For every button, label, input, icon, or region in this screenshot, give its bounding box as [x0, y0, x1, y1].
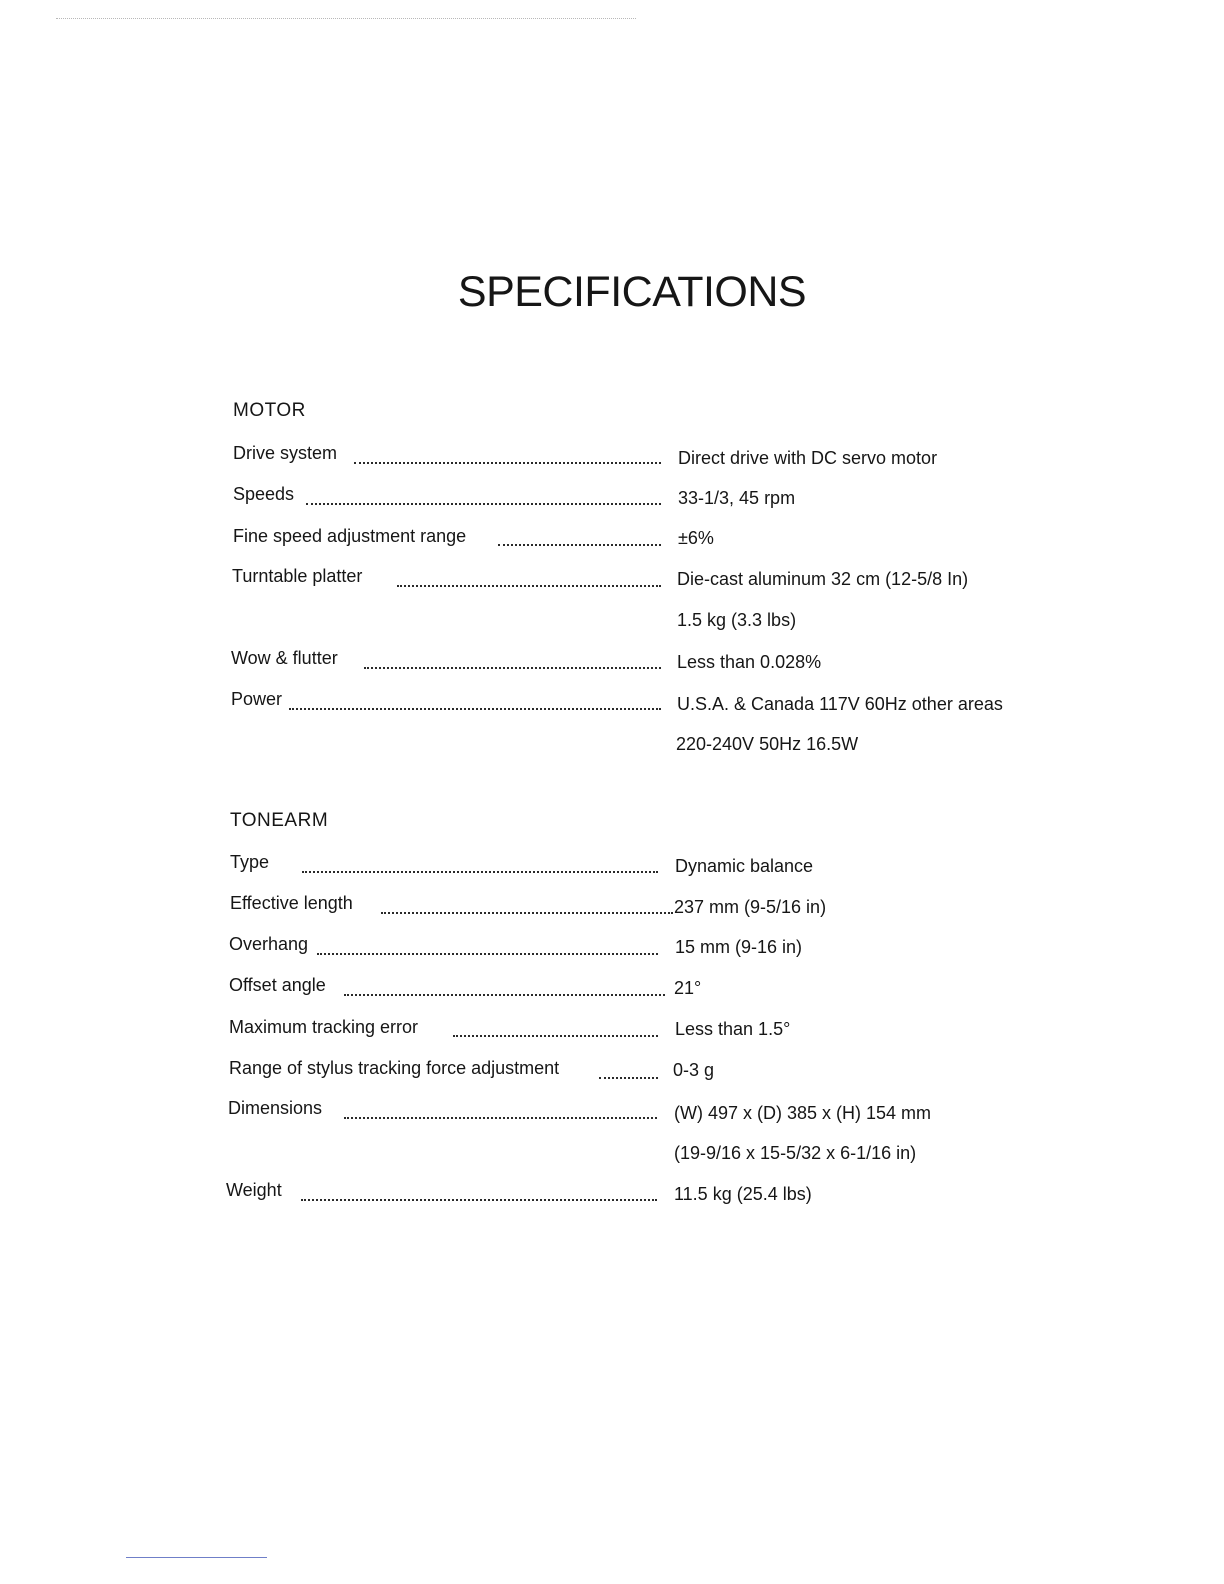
- spec-label-effective-length: Effective length: [230, 893, 353, 913]
- spec-value-weight: 11.5 kg (25.4 lbs): [674, 1184, 812, 1204]
- dot-leader: [317, 953, 658, 955]
- footer-rule: [126, 1557, 267, 1558]
- dot-leader: [301, 1199, 657, 1201]
- spec-label-power: Power: [231, 689, 283, 709]
- spec-value-power-other: 220-240V 50Hz 16.5W: [676, 734, 859, 754]
- spec-value-speeds: 33-1/3, 45 rpm: [678, 488, 796, 508]
- spec-value-turntable-platter: Die-cast aluminum 32 cm (12-5/8 In): [677, 569, 969, 589]
- spec-value-turntable-platter-weight: 1.5 kg (3.3 lbs): [677, 610, 797, 630]
- dot-leader: [354, 462, 661, 464]
- spec-label-max-tracking-error: Maximum tracking error: [229, 1017, 419, 1037]
- dot-leader: [344, 1117, 657, 1119]
- spec-value-effective-length: 237 mm (9-5/16 in): [674, 897, 827, 917]
- spec-value-overhang: 15 mm (9-16 in): [675, 937, 803, 957]
- page-title: SPECIFICATIONS: [457, 268, 807, 316]
- scan-artifact-rule: [56, 18, 636, 19]
- spec-label-type: Type: [230, 852, 270, 872]
- spec-label-fine-speed: Fine speed adjustment range: [233, 526, 467, 546]
- section-heading-motor: MOTOR: [233, 400, 306, 421]
- spec-value-dimensions: (W) 497 x (D) 385 x (H) 154 mm: [674, 1103, 932, 1123]
- dot-leader: [302, 871, 658, 873]
- spec-value-dimensions-inches: (19-9/16 x 15-5/32 x 6-1/16 in): [674, 1143, 917, 1163]
- dot-leader: [289, 708, 661, 710]
- spec-value-power: U.S.A. & Canada 117V 60Hz other areas: [677, 694, 1003, 714]
- dot-leader: [344, 994, 665, 996]
- section-heading-tonearm: TONEARM: [230, 810, 329, 831]
- spec-label-overhang: Overhang: [229, 934, 309, 954]
- spec-label-turntable-platter: Turntable platter: [232, 566, 363, 586]
- spec-label-dimensions: Dimensions: [228, 1098, 323, 1118]
- dot-leader: [453, 1035, 658, 1037]
- spec-label-speeds: Speeds: [233, 484, 295, 504]
- spec-label-weight: Weight: [226, 1180, 282, 1200]
- spec-label-offset-angle: Offset angle: [229, 975, 326, 995]
- dot-leader: [306, 503, 661, 505]
- dot-leader: [381, 912, 673, 914]
- spec-value-drive-system: Direct drive with DC servo motor: [678, 448, 938, 468]
- dot-leader: [364, 667, 661, 669]
- spec-value-stylus-force: 0-3 g: [673, 1060, 715, 1080]
- spec-value-fine-speed: ±6%: [678, 528, 714, 548]
- dot-leader: [397, 585, 661, 587]
- spec-value-wow-flutter: Less than 0.028%: [677, 652, 822, 672]
- spec-value-offset-angle: 21°: [674, 978, 702, 998]
- spec-label-stylus-force: Range of stylus tracking force adjustment: [229, 1058, 560, 1078]
- dot-leader: [498, 544, 661, 546]
- spec-value-type: Dynamic balance: [675, 856, 814, 876]
- spec-label-drive-system: Drive system: [233, 443, 338, 463]
- dot-leader: [599, 1077, 658, 1079]
- spec-value-max-tracking-error: Less than 1.5°: [675, 1019, 791, 1039]
- spec-label-wow-flutter: Wow & flutter: [231, 648, 338, 668]
